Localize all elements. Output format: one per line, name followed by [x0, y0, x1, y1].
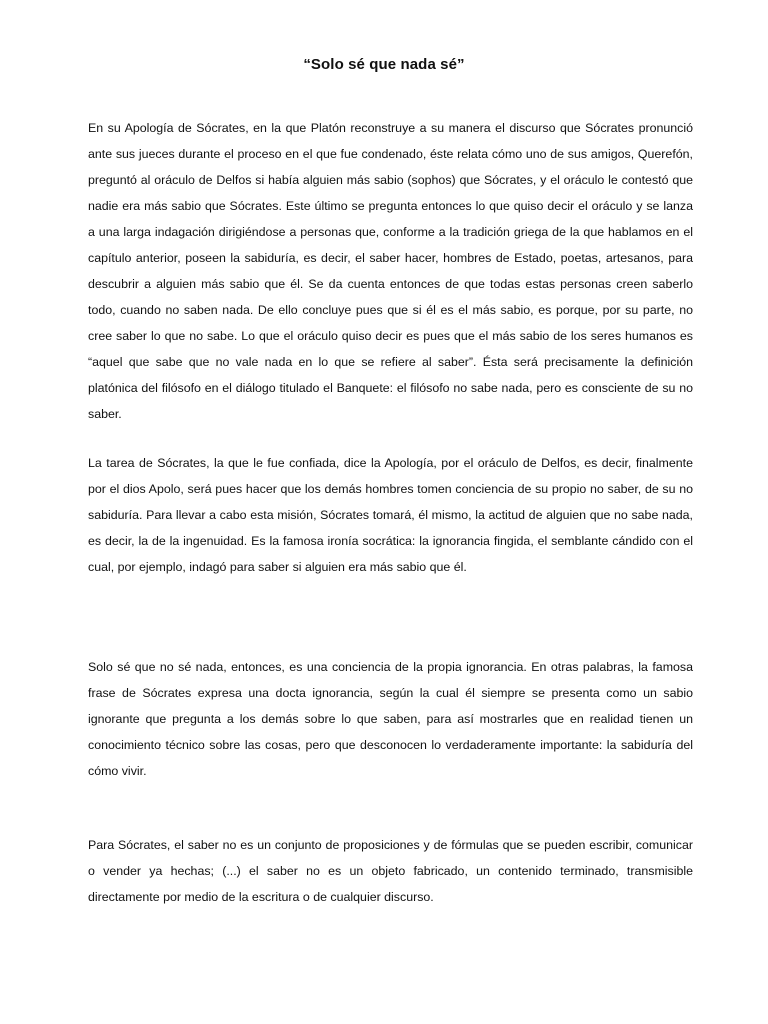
paragraph-docta-ignorancia: Solo sé que no sé nada, entonces, es una conciencia de la propia ignorancia. En otras palabras, la famosa frase de Sócrates expresa una docta ignorancia, según la cual él siempre se presenta como un sabio ignorante que pregunta a los demás sobre lo que saben, para así mostrarles que en realidad tienen un conocimiento técnico sobre las cosas, pero que desconocen lo verdaderamente importante: la sabiduría del cómo vivir.: [88, 660, 693, 779]
paragraph-apologia: En su Apología de Sócrates, en la que Platón reconstruye a su manera el discurso que Sócrates pronunció ante sus jueces durante el proceso en el que fue condenado, éste relata cómo uno de sus amigos, Querefón, preguntó al oráculo de Delfos si había alguien más sabio (sophos) que Sócrates, y el oráculo le contestó que nadie era más sabio que Sócrates. Este último se pregunta entonces lo que quiso decir el oráculo y se lanza a una larga indagación dirigiéndose a personas que, conforme a la tradición griega de la que hablamos en el capítulo anterior, poseen la sabiduría, es decir, el saber hacer, hombres de Estado, poetas, artesanos, para descubrir a alguien más sabio que él. Se da cuenta entonces de que todas estas personas creen saberlo todo, cuando no saben nada. De ello concluye pues que si él es el más sabio, es porque, por su parte, no cree saber lo que no sabe. Lo que el oráculo quiso decir es pues que el más sabio de los seres humanos es “aquel que sabe que no vale nada en lo que se refiere al saber”. Ésta será precisamente la definición platónica del filósofo en el diálogo titulado el Banquete: el filósofo no sabe nada, pero es consciente de su no saber.: [88, 121, 693, 422]
document-title: “Solo sé que nada sé”: [303, 56, 465, 74]
paragraph-tarea-socrates: La tarea de Sócrates, la que le fue confiada, dice la Apología, por el oráculo de Delfos, es decir, finalmente por el dios Apolo, será pues hacer que los demás hombres tomen conciencia de su propio no saber, de su no sabiduría. Para llevar a cabo esta misión, Sócrates tomará, él mismo, la actitud de alguien que no sabe nada, es decir, la de la ingenuidad. Es la famosa ironía socrática: la ignorancia fingida, el semblante cándido con el cual, por ejemplo, indagó para saber si alguien era más sabio que él.: [88, 456, 693, 575]
paragraph-saber: Para Sócrates, el saber no es un conjunto de proposiciones y de fórmulas que se pueden escribir, comunicar o vender ya hechas; (...) el saber no es un objeto fabricado, un contenido terminado, transmisible directamente por medio de la escritura o de cualquier discurso.: [88, 838, 693, 905]
